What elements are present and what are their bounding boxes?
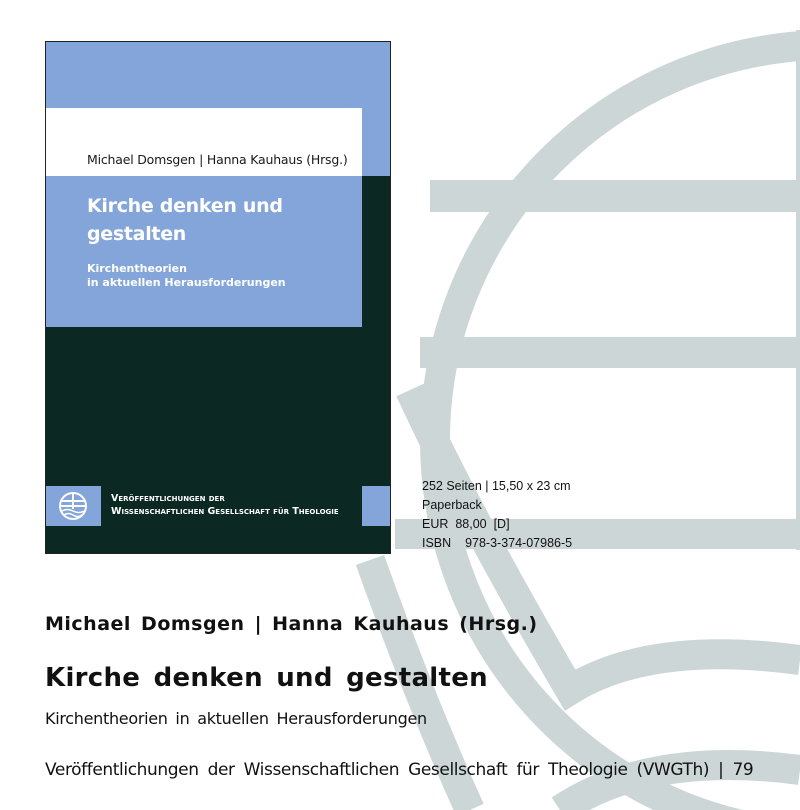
society-logo-icon — [58, 491, 88, 521]
price: EUR 88,00 [D] — [422, 517, 510, 531]
watermark-vertical — [796, 30, 800, 550]
cover-series — [111, 492, 339, 518]
cover-authors: Michael Domsgen | Hanna Kauhaus (Hrsg.) — [87, 152, 348, 167]
book-authors: Michael Domsgen | Hanna Kauhaus (Hrsg.) — [45, 613, 538, 635]
watermark-circle — [435, 45, 800, 810]
cover-top-band — [46, 42, 391, 108]
binding: Paperback — [422, 498, 482, 512]
book-cover[interactable] — [45, 41, 391, 554]
book-subtitle: Kirchentheorien in aktuellen Herausforderungen — [45, 709, 427, 728]
cover-subtitle-line1: Kirchentheorien — [87, 262, 187, 275]
cover-right-strip — [362, 108, 391, 176]
isbn: ISBN 978-3-374-07986-5 — [422, 536, 573, 550]
cover-series-right-box — [362, 486, 391, 526]
cover-subtitle-line2: in aktuellen Herausforderungen — [87, 276, 286, 289]
cover-subtitle — [87, 262, 357, 290]
cover-series-line2: Wissenschaftlichen Gesellschaft für Theologie — [111, 506, 339, 517]
watermark-bar-top — [430, 180, 800, 212]
cover-series-line1: Veröffentlichungen der — [111, 493, 225, 504]
watermark-bar-middle — [420, 337, 800, 368]
book-series: Veröffentlichungen der Wissenschaftlichen Gesellschaft für Theologie (VWGTh) | 79 — [45, 760, 754, 780]
cover-title: Kirche denken und gestalten — [87, 195, 283, 245]
pages-size: 252 Seiten | 15,50 x 23 cm — [422, 479, 571, 493]
book-title: Kirche denken und gestalten — [45, 663, 488, 693]
book-specs — [422, 477, 572, 553]
